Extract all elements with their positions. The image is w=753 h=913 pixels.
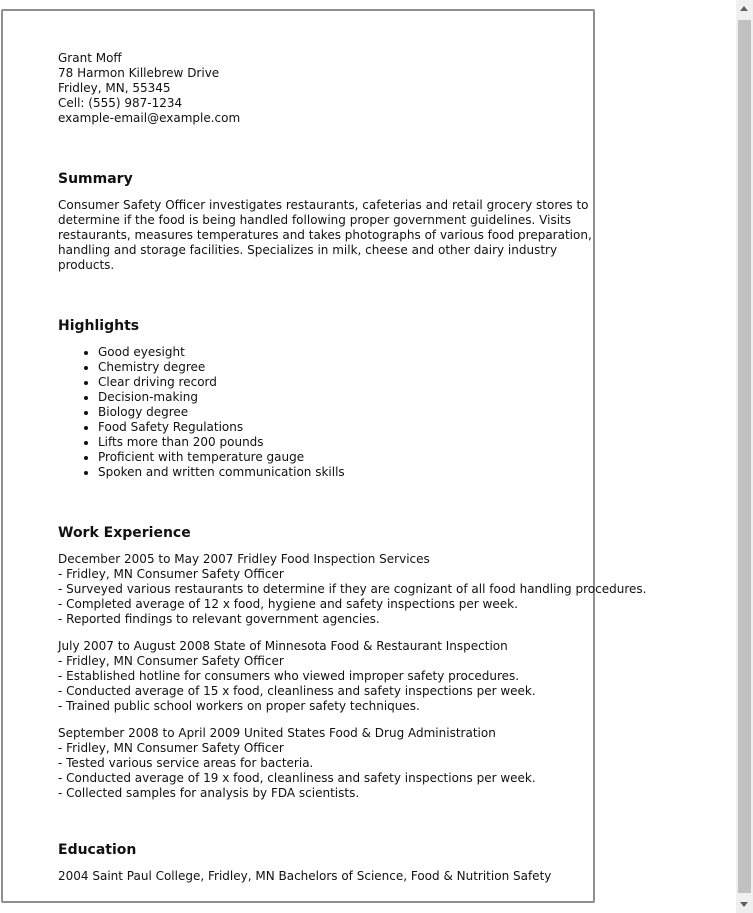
highlight-item: • Food Safety Regulations <box>98 420 598 435</box>
job-line: - Established hotline for consumers who viewed improper safety procedures. <box>58 669 520 683</box>
job-title: July 2007 to August 2008 State of Minnesota Food & Restaurant Inspection <box>58 639 508 653</box>
contact-city: Fridley, MN, 55345 <box>58 81 171 95</box>
highlight-item: • Chemistry degree <box>98 360 598 375</box>
contact-name: Grant Moff <box>58 51 122 65</box>
highlight-item: • Decision-making <box>98 390 598 405</box>
resume-content <box>58 51 647 884</box>
job-entry <box>58 726 598 801</box>
job-line: - Fridley, MN Consumer Safety Officer <box>58 741 284 755</box>
highlight-item: • Proficient with temperature gauge <box>98 450 598 465</box>
job-entry <box>58 639 598 714</box>
job-line: - Surveyed various restaurants to determine if they are cognizant of all food handling procedures. <box>58 582 647 596</box>
job-line: - Reported findings to relevant government agencies. <box>58 612 380 626</box>
highlights-heading: Highlights <box>58 318 140 334</box>
contact-email: example-email@example.com <box>58 111 241 125</box>
vertical-scrollbar[interactable] <box>736 0 753 913</box>
job-line: - Conducted average of 19 x food, cleanliness and safety inspections per week. <box>58 771 536 785</box>
job-line: - Collected samples for analysis by FDA scientists. <box>58 786 360 800</box>
job-line: - Fridley, MN Consumer Safety Officer <box>58 654 284 668</box>
job-line: - Conducted average of 15 x food, cleanliness and safety inspections per week. <box>58 684 536 698</box>
highlight-item: • Clear driving record <box>98 375 598 390</box>
highlight-item: • Lifts more than 200 pounds <box>98 435 598 450</box>
contact-cell: Cell: (555) 987-1234 <box>58 96 183 110</box>
contact-address: 78 Harmon Killebrew Drive <box>58 66 220 80</box>
summary-text: Consumer Safety Officer investigates restaurants, cafeterias and retail grocery stores to determine if the food is being handled following proper government guidelines. Visits restaurants, measures temperatures and takes photographs of various food preparation, handling and storage facilities. Specializes in milk, cheese and other dairy industry products. <box>58 198 592 272</box>
highlight-item: • Good eyesight <box>98 345 598 360</box>
job-line: - Fridley, MN Consumer Safety Officer <box>58 567 284 581</box>
highlights-list <box>58 345 598 480</box>
work-experience-heading: Work Experience <box>58 525 191 541</box>
resume-page <box>1 9 647 903</box>
contact-block <box>58 51 598 126</box>
job-line: - Trained public school workers on proper safety techniques. <box>58 699 420 713</box>
job-line: - Tested various service areas for bacteria. <box>58 756 314 770</box>
summary-heading: Summary <box>58 171 133 187</box>
education-line: 2004 Saint Paul College, Fridley, MN Bachelors of Science, Food & Nutrition Safety <box>58 869 552 883</box>
education-heading: Education <box>58 842 137 858</box>
job-title: December 2005 to May 2007 Fridley Food Inspection Services <box>58 552 430 566</box>
scroll-thumb[interactable] <box>738 20 751 893</box>
job-line: - Completed average of 12 x food, hygiene and safety inspections per week. <box>58 597 518 611</box>
scroll-down-arrow-icon[interactable] <box>740 902 748 907</box>
scroll-up-arrow-icon[interactable] <box>740 6 748 11</box>
job-title: September 2008 to April 2009 United States Food & Drug Administration <box>58 726 496 740</box>
highlight-item: • Biology degree <box>98 405 598 420</box>
highlight-item: • Spoken and written communication skills <box>98 465 598 480</box>
job-entry <box>58 552 647 627</box>
